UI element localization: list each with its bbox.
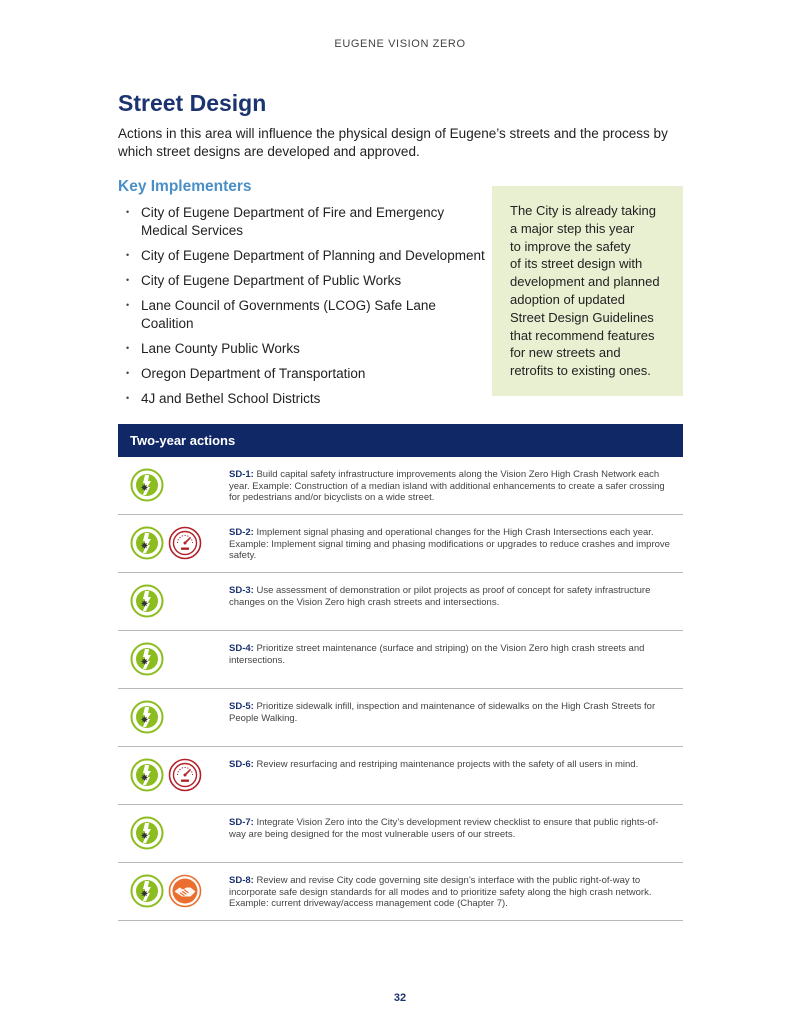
street-design-icon <box>130 700 164 734</box>
page-number: 32 <box>393 992 407 1004</box>
implementers-list <box>126 204 486 415</box>
partnership-icon <box>168 874 202 908</box>
action-row <box>118 457 683 515</box>
running-header: EUGENE VISION ZERO <box>334 38 466 50</box>
action-text: Implement signal phasing and operational changes for the High Crash Intersections each year. Example: Implement signal timing and phasing modifications or upgrades to reduce crashes and improve safety. <box>229 527 670 561</box>
action-code: SD-5: <box>229 701 254 712</box>
action-code: SD-2: <box>229 527 254 538</box>
key-implementers-heading: Key Implementers <box>118 178 252 195</box>
implementer-item: • City of Eugene Department of Planning and Development <box>126 247 486 265</box>
speed-icon <box>168 758 202 792</box>
street-design-icon <box>130 758 164 792</box>
action-row <box>118 631 683 689</box>
page-title: Street Design <box>118 90 267 116</box>
action-row <box>118 805 683 863</box>
action-code: SD-7: <box>229 817 254 828</box>
implementer-item: • Lane Council of Governments (LCOG) Safe Lane Coalition <box>126 297 486 333</box>
action-code: SD-4: <box>229 643 254 654</box>
callout-text: The City is already taking a major step this year to improve the safety of its street design with development and planned adoption of updated Street Design Guidelines that recommend features for new streets and retrofits to existing ones. <box>510 203 660 379</box>
action-description <box>229 585 674 608</box>
street-design-icon <box>130 816 164 850</box>
speed-icon <box>168 526 202 560</box>
action-code: SD-6: <box>229 759 254 770</box>
actions-table <box>118 457 683 921</box>
action-text: Build capital safety infrastructure improvements along the Vision Zero High Crash Network each year. Example: Construction of a median island with additional enhancements to create a safer crossing for pedestrians and/or bicyclists on a wide street. <box>229 469 665 503</box>
action-description <box>229 817 674 840</box>
action-row <box>118 515 683 573</box>
action-row <box>118 689 683 747</box>
implementer-item: • Lane County Public Works <box>126 340 486 358</box>
implementer-item: • City of Eugene Department of Public Works <box>126 272 486 290</box>
implementer-item: • Oregon Department of Transportation <box>126 365 486 383</box>
callout-box <box>492 186 683 396</box>
action-code: SD-1: <box>229 469 254 480</box>
action-row <box>118 573 683 631</box>
action-row <box>118 747 683 805</box>
action-description <box>229 527 674 562</box>
street-design-icon <box>130 584 164 618</box>
action-text: Prioritize sidewalk infill, inspection and maintenance of sidewalks on the High Crash Streets for People Walking. <box>229 701 656 724</box>
street-design-icon <box>130 874 164 908</box>
action-code: SD-8: <box>229 875 254 886</box>
implementer-item: • 4J and Bethel School Districts <box>126 390 486 408</box>
action-row <box>118 863 683 921</box>
implementer-item: • City of Eugene Department of Fire and Emergency Medical Services <box>126 204 486 240</box>
action-text: Prioritize street maintenance (surface and striping) on the Vision Zero high crash streets and intersections. <box>229 643 645 666</box>
action-text: Review resurfacing and restriping maintenance projects with the safety of all users in mind. <box>256 759 639 770</box>
action-code: SD-3: <box>229 585 254 596</box>
action-description <box>229 469 674 504</box>
street-design-icon <box>130 642 164 676</box>
actions-table-header: Two-year actions <box>118 424 683 457</box>
action-text: Use assessment of demonstration or pilot projects as proof of concept for safety infrastructure changes on the Vision Zero high crash streets and intersections. <box>229 585 651 608</box>
action-description <box>229 701 674 724</box>
action-description <box>229 643 674 666</box>
street-design-icon <box>130 526 164 560</box>
action-text: Integrate Vision Zero into the City’s development review checklist to ensure that public rights-of-way are being designed for the most vulnerable users of our streets. <box>229 817 659 840</box>
action-description <box>229 875 674 910</box>
action-text: Review and revise City code governing site design’s interface with the public right-of-way to incorporate safe design standards for all modes and to prioritize safety along the high crash network. Example: current driveway/access management code (Chapter 7). <box>229 875 652 909</box>
street-design-icon <box>130 468 164 502</box>
action-description <box>229 759 674 771</box>
intro-paragraph: Actions in this area will influence the physical design of Eugene’s streets and the process by which street designs are developed and approved. <box>118 126 668 159</box>
